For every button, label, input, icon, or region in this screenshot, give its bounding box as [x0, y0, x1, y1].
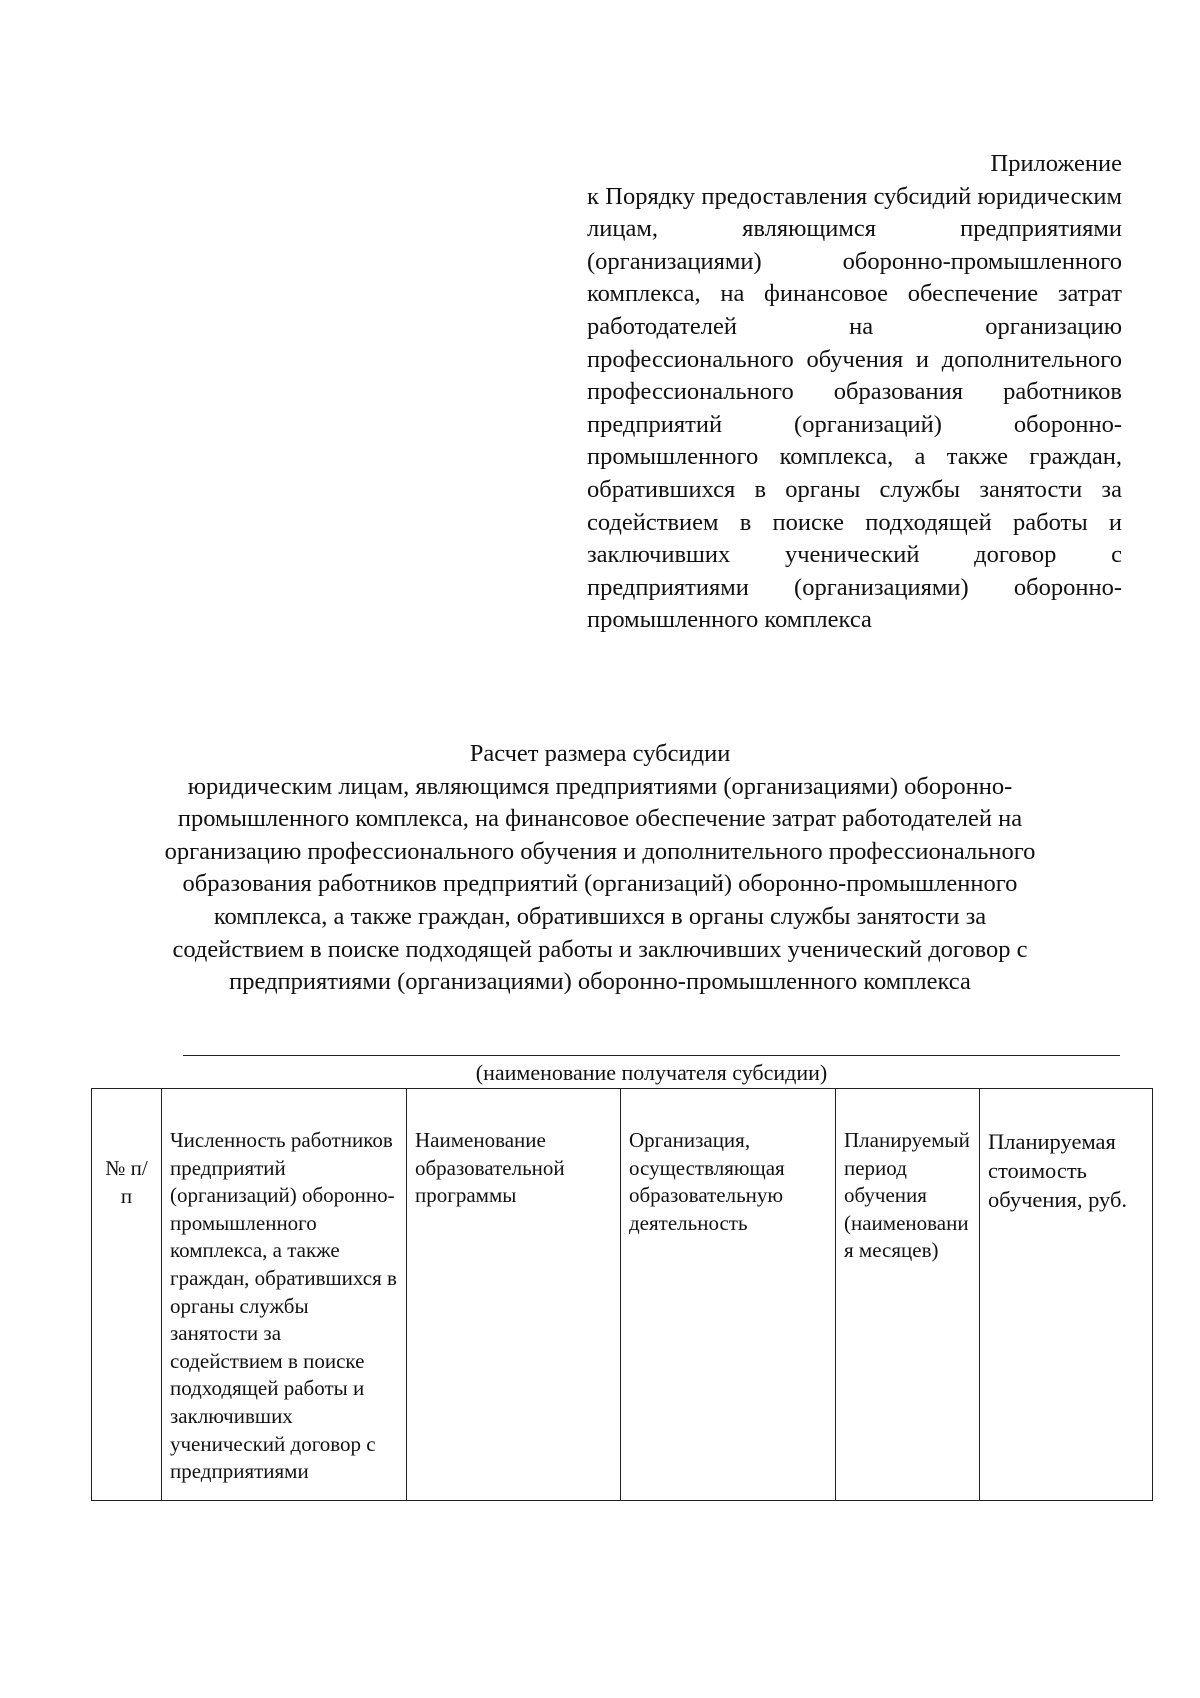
- appendix-text: к Порядку предоставления субсидий юридическим лицам, являющимся предприятиями (организациями) оборонно-промышленного комплекса, на финансовое обеспечение затрат работодателей на организацию профессионального обучения и дополнительного профессионального образования работников предприятий (организаций) оборонно-промышленного комплекса, а также граждан, обратившихся в органы службы занятости за содействием в поиске подходящей работы и заключивших ученический договор с предприятиями (организациями) оборонно-промышленного комплекса: [587, 182, 1122, 634]
- table-header-row: [92, 1089, 1153, 1501]
- header-training-cost: Планируемая стоимость обучения, руб.: [980, 1089, 1153, 1501]
- header-program-name: Наименование образовательной программы: [407, 1089, 621, 1501]
- header-educational-organization: Организация, осуществляющая образовательную деятельность: [621, 1089, 836, 1501]
- header-headcount: Численность работников предприятий (организаций) оборонно-промышленного комплекса, а также граждан, обратившихся в органы службы занятости за содействием в поиске подходящей работы и заключивших ученический договор с предприятиями: [162, 1089, 407, 1501]
- appendix-title: Приложение: [990, 150, 1122, 177]
- recipient-name-line: [183, 1055, 1120, 1056]
- recipient-caption: (наименование получателя субсидии): [475, 1060, 828, 1085]
- document-heading: [150, 738, 1050, 999]
- appendix-block: [587, 148, 1122, 637]
- header-number: № п/п: [92, 1089, 162, 1501]
- header-training-period: Планируемый период обучения (наименования месяцев): [836, 1089, 980, 1501]
- heading-subtitle: юридическим лицам, являющимся предприятиями (организациями) оборонно-промышленного комплекса, на финансовое обеспечение затрат работодателей на организацию профессионального обучения и дополнительного профессионального образования работников предприятий (организаций) оборонно-промышленного комплекса, а также граждан, обратившихся в органы службы занятости за содействием в поиске подходящей работы и заключивших ученический договор с предприятиями (организациями) оборонно-промышленного комплекса: [164, 772, 1036, 996]
- heading-title: Расчет размера субсидии: [469, 740, 731, 767]
- calculation-table: [91, 1088, 1153, 1501]
